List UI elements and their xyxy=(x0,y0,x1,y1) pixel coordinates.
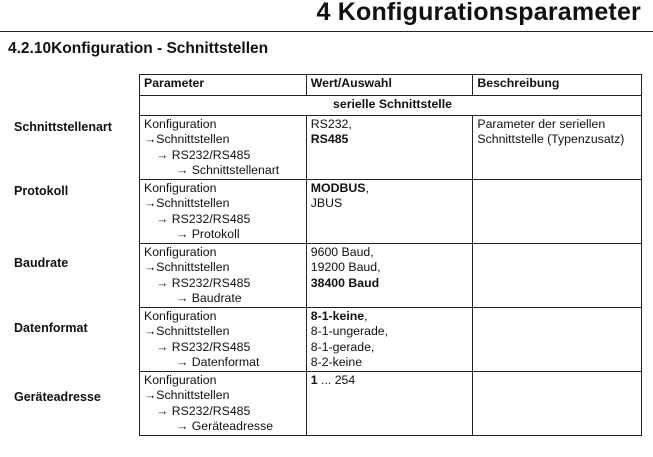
path-level-2: →Schnittstellen xyxy=(144,324,230,339)
path-level-4: → Baudrate xyxy=(176,291,242,306)
arrow-right-icon: → xyxy=(144,324,157,339)
row-label-schnittstellenart: Schnittstellenart xyxy=(14,120,112,134)
path-level-4: → Protokoll xyxy=(176,227,240,242)
header-parameter: Parameter xyxy=(140,75,307,96)
header-wert-auswahl: Wert/Auswahl xyxy=(306,75,473,96)
row-label-datenformat: Datenformat xyxy=(14,321,88,335)
table-row xyxy=(140,308,642,372)
path-level-1: Konfiguration xyxy=(144,117,217,131)
path-level-2: →Schnittstellen xyxy=(144,260,230,275)
table-header-row xyxy=(140,75,642,96)
arrow-right-icon: → xyxy=(144,196,157,211)
value-option-default: MODBUS, xyxy=(310,181,369,195)
path-level-1: Konfiguration xyxy=(144,373,217,387)
value-option: 8-2-keine xyxy=(310,355,363,370)
parameter-path xyxy=(140,180,307,244)
path-level-3: → RS232/RS485 xyxy=(156,339,251,354)
header-rule xyxy=(0,31,653,32)
parameter-path xyxy=(140,244,307,308)
parameter-path xyxy=(140,308,307,372)
value-cell xyxy=(306,244,473,308)
path-level-1: Konfiguration xyxy=(144,181,217,195)
path-level-4: → Datenformat xyxy=(176,355,260,370)
arrow-right-icon: → xyxy=(176,227,189,242)
arrow-right-icon: → xyxy=(156,211,169,226)
value-cell xyxy=(306,116,473,180)
value-option: 8-1-ungerade, xyxy=(310,324,389,339)
value-option-default: 1 ... 254 xyxy=(310,373,356,387)
arrow-right-icon: → xyxy=(156,275,169,290)
row-label-geraeteadresse: Geräteadresse xyxy=(14,390,101,404)
path-level-4: → Geräteadresse xyxy=(176,419,274,434)
arrow-right-icon: → xyxy=(176,419,189,434)
description-cell xyxy=(473,244,642,308)
table-row xyxy=(140,116,642,180)
path-level-4: → Schnittstellenart xyxy=(176,163,280,178)
description-cell xyxy=(473,372,642,436)
value-option: 8-1-gerade, xyxy=(310,339,375,354)
path-level-2: →Schnittstellen xyxy=(144,196,230,211)
value-option-default: RS485 xyxy=(310,132,349,147)
path-level-3: → RS232/RS485 xyxy=(156,403,251,418)
table-row xyxy=(140,180,642,244)
path-level-2: →Schnittstellen xyxy=(144,388,230,403)
parameter-path xyxy=(140,372,307,436)
value-option: JBUS xyxy=(310,196,343,211)
arrow-right-icon: → xyxy=(176,355,189,370)
path-level-1: Konfiguration xyxy=(144,309,217,323)
path-level-3: → RS232/RS485 xyxy=(156,211,251,226)
parameter-table xyxy=(139,74,642,436)
value-cell xyxy=(306,308,473,372)
arrow-right-icon: → xyxy=(144,260,157,275)
arrow-right-icon: → xyxy=(144,388,157,403)
value-cell xyxy=(306,372,473,436)
value-option: 9600 Baud, xyxy=(310,245,374,259)
arrow-right-icon: → xyxy=(144,132,157,147)
header-beschreibung: Beschreibung xyxy=(473,75,642,96)
table-row xyxy=(140,244,642,308)
parameter-path xyxy=(140,116,307,180)
subheader-serielle-schnittstelle: serielle Schnittstelle xyxy=(140,96,642,116)
path-level-2: →Schnittstellen xyxy=(144,132,230,147)
value-option-default: 8-1-keine, xyxy=(310,309,368,323)
description-cell xyxy=(473,180,642,244)
path-level-3: → RS232/RS485 xyxy=(156,147,251,162)
arrow-right-icon: → xyxy=(156,403,169,418)
value-cell xyxy=(306,180,473,244)
arrow-right-icon: → xyxy=(156,147,169,162)
table-row xyxy=(140,372,642,436)
section-title: 4.2.10Konfiguration - Schnittstellen xyxy=(8,40,269,57)
arrow-right-icon: → xyxy=(156,339,169,354)
arrow-right-icon: → xyxy=(176,291,189,306)
value-option: 19200 Baud, xyxy=(310,260,381,275)
path-level-3: → RS232/RS485 xyxy=(156,275,251,290)
row-label-protokoll: Protokoll xyxy=(14,184,69,198)
table-subheader-row xyxy=(140,96,642,116)
row-label-baudrate: Baudrate xyxy=(14,256,69,270)
chapter-title: 4 Konfigurationsparameter xyxy=(316,0,641,26)
description-cell xyxy=(473,308,642,372)
value-option: RS232, xyxy=(310,117,352,131)
value-option-default: 38400 Baud xyxy=(310,275,380,290)
description-cell: Parameter der seriellen Schnittstelle (Typenzusatz) xyxy=(473,116,642,180)
arrow-right-icon: → xyxy=(176,163,189,178)
path-level-1: Konfiguration xyxy=(144,245,217,259)
